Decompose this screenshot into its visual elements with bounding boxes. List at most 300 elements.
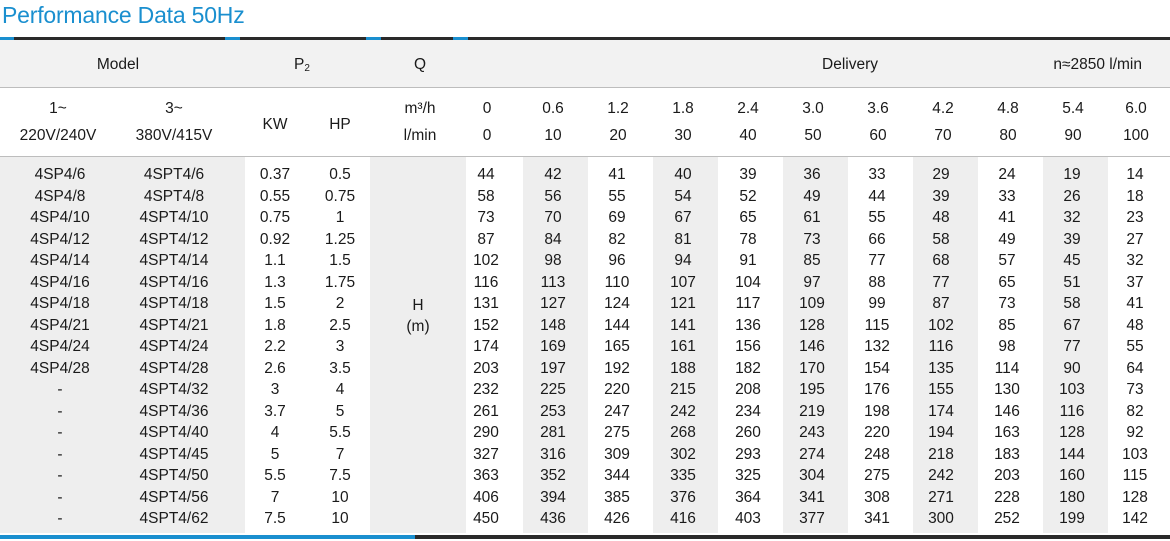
model-1ph: 4SP4/24 — [30, 338, 90, 355]
head-value: 41 — [608, 166, 626, 183]
head-value: 58 — [477, 187, 495, 205]
head-value: 67 — [1063, 316, 1081, 334]
head-value: 406 — [473, 488, 499, 506]
head-value: 33 — [998, 187, 1016, 205]
head-value: 58 — [1063, 295, 1081, 312]
head-value: 61 — [803, 209, 821, 226]
head-value: 65 — [739, 209, 757, 226]
flow-lmin-4: 40 — [739, 127, 757, 144]
power-hp: 0.5 — [329, 166, 351, 183]
single-phase-bottom: 220V/240V — [19, 127, 97, 144]
power-kw: 2.2 — [264, 338, 286, 355]
head-value: 115 — [864, 316, 890, 334]
power-hp: 4 — [335, 381, 345, 398]
flow-lmin-1: 10 — [544, 127, 562, 144]
head-value: 82 — [608, 230, 626, 248]
head-value: 49 — [998, 230, 1016, 248]
head-value: 91 — [739, 252, 757, 269]
model-3ph: 4SPT4/24 — [139, 338, 209, 355]
head-value: 14 — [1126, 166, 1144, 183]
head-value: 160 — [1059, 467, 1085, 484]
header-model: Model — [96, 56, 140, 73]
head-value: 87 — [932, 295, 950, 312]
head-value: 116 — [473, 273, 499, 291]
head-value: 103 — [1122, 445, 1148, 463]
head-value: 220 — [604, 381, 630, 398]
head-value: 96 — [608, 252, 626, 269]
head-value: 364 — [735, 488, 761, 506]
head-value: 87 — [477, 230, 495, 248]
flow-lmin-9: 90 — [1064, 127, 1082, 144]
model-1ph: - — [57, 510, 63, 527]
head-value: 26 — [1063, 187, 1081, 205]
head-value: 163 — [994, 424, 1020, 441]
head-value: 302 — [670, 445, 696, 463]
header-speed: n≈2850 l/min — [1053, 56, 1142, 73]
head-value: 316 — [540, 445, 566, 463]
head-value: 156 — [735, 338, 761, 355]
head-value: 228 — [994, 488, 1020, 506]
flow-m3h-5: 3.0 — [802, 100, 824, 117]
header-band — [0, 40, 1170, 87]
head-value: 58 — [932, 230, 950, 248]
head-value: 135 — [928, 359, 954, 377]
power-kw: 1.3 — [264, 273, 286, 291]
head-value: 169 — [540, 338, 566, 355]
power-hp: 2.5 — [329, 316, 351, 334]
power-hp: 3.5 — [329, 359, 351, 377]
head-value: 130 — [994, 381, 1020, 398]
head-value: 52 — [739, 187, 757, 205]
head-value: 271 — [928, 488, 954, 506]
model-3ph: 4SPT4/36 — [139, 402, 209, 420]
head-value: 195 — [799, 381, 825, 398]
head-value: 152 — [473, 316, 499, 334]
model-1ph: - — [57, 488, 63, 506]
power-kw: 1.8 — [264, 316, 286, 334]
head-value: 450 — [473, 510, 499, 527]
head-value: 81 — [674, 230, 692, 248]
head-value: 55 — [1126, 338, 1144, 355]
unit-lmin: l/min — [403, 127, 437, 144]
flow-m3h-6: 3.6 — [867, 100, 889, 117]
head-value: 281 — [540, 424, 566, 441]
head-value: 247 — [604, 402, 630, 420]
model-1ph: - — [57, 402, 63, 420]
model-1ph: 4SP4/18 — [30, 295, 90, 312]
head-value: 188 — [670, 359, 696, 377]
head-value: 77 — [932, 273, 950, 291]
head-value: 116 — [928, 338, 954, 355]
head-value: 426 — [604, 510, 630, 527]
head-value: 85 — [998, 316, 1016, 334]
head-value: 57 — [998, 252, 1016, 269]
power-kw: 0.37 — [259, 166, 291, 183]
flow-lmin-2: 20 — [609, 127, 627, 144]
head-value: 165 — [604, 338, 630, 355]
head-value: 39 — [739, 166, 757, 183]
head-value: 128 — [799, 316, 825, 334]
head-value: 44 — [477, 166, 495, 183]
head-value: 416 — [670, 510, 696, 527]
head-value: 88 — [868, 273, 886, 291]
head-value: 192 — [604, 359, 630, 377]
head-value: 403 — [735, 510, 761, 527]
head-value: 182 — [735, 359, 761, 377]
model-3ph: 4SPT4/32 — [139, 381, 209, 398]
head-value: 94 — [674, 252, 692, 269]
power-hp: 5 — [335, 402, 345, 420]
head-value: 176 — [864, 381, 890, 398]
head-value: 325 — [735, 467, 761, 484]
head-value: 394 — [540, 488, 566, 506]
flow-m3h-1: 0.6 — [542, 100, 564, 117]
head-value: 103 — [1059, 381, 1085, 398]
head-value: 97 — [803, 273, 821, 291]
head-value: 248 — [864, 445, 890, 463]
head-value: 199 — [1059, 510, 1085, 527]
head-value: 274 — [799, 445, 825, 463]
head-value: 136 — [735, 316, 761, 334]
power-hp: 0.75 — [324, 187, 356, 205]
power-hp: 1.5 — [329, 252, 351, 269]
head-value: 218 — [928, 445, 954, 463]
model-1ph: 4SP4/6 — [34, 166, 86, 183]
flow-m3h-7: 4.2 — [932, 100, 954, 117]
head-value: 161 — [670, 338, 696, 355]
head-value: 77 — [1063, 338, 1081, 355]
head-value: 73 — [477, 209, 495, 226]
power-kw: 0.55 — [259, 187, 291, 205]
head-value: 98 — [544, 252, 562, 269]
head-value: 102 — [928, 316, 954, 334]
head-value: 309 — [604, 445, 630, 463]
model-3ph: 4SPT4/12 — [139, 230, 209, 248]
model-3ph: 4SPT4/56 — [139, 488, 209, 506]
flow-lmin-8: 80 — [999, 127, 1017, 144]
head-value: 208 — [735, 381, 761, 398]
head-value: 341 — [864, 510, 890, 527]
head-value: 385 — [604, 488, 630, 506]
head-value: 41 — [1126, 295, 1144, 312]
head-value: 104 — [735, 273, 761, 291]
head-value: 146 — [799, 338, 825, 355]
head-value: 54 — [674, 187, 692, 205]
flow-m3h-2: 1.2 — [607, 100, 629, 117]
header-p2-sub: 2 — [304, 63, 310, 74]
head-value: 23 — [1126, 209, 1144, 226]
head-value: 174 — [928, 402, 954, 420]
head-value: 275 — [604, 424, 630, 441]
head-value: 109 — [799, 295, 825, 312]
three-phase-top: 3~ — [165, 100, 183, 117]
head-value: 268 — [670, 424, 696, 441]
head-value: 335 — [670, 467, 696, 484]
head-value: 141 — [670, 316, 696, 334]
flow-m3h-10: 6.0 — [1125, 100, 1147, 117]
model-1ph: 4SP4/10 — [30, 209, 90, 226]
power-kw: 7.5 — [264, 510, 286, 527]
head-value: 37 — [1126, 273, 1144, 291]
power-kw: 3.7 — [264, 402, 286, 420]
model-3ph: 4SPT4/14 — [139, 252, 209, 269]
head-value: 377 — [799, 510, 825, 527]
head-value: 146 — [994, 402, 1020, 420]
head-value: 48 — [932, 209, 950, 226]
model-3ph: 4SPT4/28 — [139, 359, 209, 377]
shade-q — [370, 157, 466, 533]
head-value: 131 — [473, 295, 499, 312]
head-value: 252 — [994, 510, 1020, 527]
head-value: 55 — [608, 187, 626, 205]
head-value: 32 — [1126, 252, 1144, 269]
head-value: 42 — [544, 166, 562, 183]
head-value: 260 — [735, 424, 761, 441]
head-value: 327 — [473, 445, 499, 463]
head-value: 51 — [1063, 273, 1081, 291]
head-value: 55 — [868, 209, 886, 226]
head-value: 69 — [608, 209, 626, 226]
head-value: 341 — [799, 488, 825, 506]
head-value: 203 — [994, 467, 1020, 484]
single-phase-top: 1~ — [49, 100, 67, 117]
head-value: 308 — [864, 488, 890, 506]
head-value: 232 — [473, 381, 499, 398]
header-delivery: Delivery — [822, 56, 878, 73]
power-hp: 10 — [331, 488, 349, 506]
head-value: 77 — [868, 252, 886, 269]
head-value: 39 — [1063, 230, 1081, 248]
head-value: 155 — [928, 381, 954, 398]
model-3ph: 4SPT4/45 — [139, 445, 209, 463]
three-phase-bottom: 380V/415V — [135, 127, 213, 144]
head-value: 78 — [739, 230, 757, 248]
head-value: 128 — [1122, 488, 1148, 506]
head-value: 253 — [540, 402, 566, 420]
head-value: 73 — [1126, 381, 1144, 398]
model-1ph: 4SP4/8 — [34, 187, 86, 205]
head-value: 49 — [803, 187, 821, 205]
head-value: 154 — [864, 359, 890, 377]
model-3ph: 4SPT4/18 — [139, 295, 209, 312]
head-value: 183 — [994, 445, 1020, 463]
power-kw: 1.1 — [264, 252, 286, 269]
head-value: 128 — [1059, 424, 1085, 441]
head-value: 194 — [928, 424, 954, 441]
head-value: 290 — [473, 424, 499, 441]
head-value: 219 — [799, 402, 825, 420]
head-value: 115 — [1122, 467, 1148, 484]
head-value: 98 — [998, 338, 1016, 355]
model-3ph: 4SPT4/40 — [139, 424, 209, 441]
head-value: 436 — [540, 510, 566, 527]
accent-segment — [0, 535, 415, 539]
head-value: 243 — [799, 424, 825, 441]
power-kw: 0.92 — [259, 230, 291, 248]
head-value: 114 — [994, 359, 1020, 377]
head-value: 234 — [735, 402, 761, 420]
model-1ph: 4SP4/21 — [30, 316, 90, 334]
head-value: 117 — [735, 295, 761, 312]
head-value: 92 — [1126, 424, 1144, 441]
flow-m3h-8: 4.8 — [997, 100, 1019, 117]
flow-lmin-10: 100 — [1123, 127, 1149, 144]
head-value: 363 — [473, 467, 499, 484]
head-value: 110 — [604, 273, 630, 291]
head-value: 73 — [998, 295, 1016, 312]
model-3ph: 4SPT4/21 — [139, 316, 209, 334]
head-value: 180 — [1059, 488, 1085, 506]
head-value: 44 — [868, 187, 886, 205]
head-value: 67 — [674, 209, 692, 226]
head-value: 170 — [799, 359, 825, 377]
head-value: 220 — [864, 424, 890, 441]
head-value: 18 — [1126, 187, 1144, 205]
head-value: 124 — [604, 295, 630, 312]
power-kw: 0.75 — [259, 209, 291, 226]
power-kw: 7 — [270, 488, 280, 506]
head-value: 215 — [670, 381, 696, 398]
head-value: 29 — [932, 166, 950, 183]
flow-lmin-5: 50 — [804, 127, 822, 144]
head-value: 84 — [544, 230, 562, 248]
model-1ph: 4SP4/28 — [30, 359, 90, 377]
model-3ph: 4SPT4/8 — [143, 187, 205, 205]
head-value: 242 — [670, 402, 696, 420]
head-value: 242 — [928, 467, 954, 484]
head-value: 144 — [1059, 445, 1085, 463]
head-value: 261 — [473, 402, 499, 420]
flow-lmin-7: 70 — [934, 127, 952, 144]
power-hp: 2 — [335, 295, 345, 312]
head-value: 148 — [540, 316, 566, 334]
model-1ph: - — [57, 467, 63, 484]
power-kw: 3 — [270, 381, 280, 398]
head-value: 344 — [604, 467, 630, 484]
power-hp: 7.5 — [329, 467, 351, 484]
flow-m3h-3: 1.8 — [672, 100, 694, 117]
head-value: 48 — [1126, 316, 1144, 334]
power-kw: 4 — [270, 424, 280, 441]
head-value: 24 — [998, 166, 1016, 183]
head-value: 40 — [674, 166, 692, 183]
h-label-bottom: (m) — [406, 318, 430, 335]
model-1ph: 4SP4/16 — [30, 273, 90, 291]
model-1ph: - — [57, 381, 63, 398]
page-title: Performance Data 50Hz — [2, 2, 245, 28]
head-value: 99 — [868, 295, 886, 312]
model-3ph: 4SPT4/62 — [139, 510, 209, 527]
head-value: 304 — [799, 467, 825, 484]
header-kw: KW — [262, 116, 288, 133]
head-value: 102 — [473, 252, 499, 269]
bottom-rule — [0, 535, 1170, 539]
flow-m3h-0: 0 — [482, 100, 492, 117]
flow-lmin-3: 30 — [674, 127, 692, 144]
power-kw: 2.6 — [264, 359, 286, 377]
head-value: 107 — [670, 273, 696, 291]
head-value: 121 — [670, 295, 696, 312]
head-value: 293 — [735, 445, 761, 463]
head-value: 39 — [932, 187, 950, 205]
head-value: 300 — [928, 510, 954, 527]
power-kw: 5 — [270, 445, 280, 463]
model-3ph: 4SPT4/10 — [139, 209, 209, 226]
head-value: 19 — [1063, 166, 1081, 183]
head-value: 142 — [1122, 510, 1148, 527]
head-value: 45 — [1063, 252, 1081, 269]
head-value: 197 — [540, 359, 566, 377]
flow-m3h-4: 2.4 — [737, 100, 759, 117]
head-value: 376 — [670, 488, 696, 506]
power-hp: 1.25 — [324, 230, 356, 248]
header-divider — [0, 87, 1170, 88]
head-value: 90 — [1063, 359, 1081, 377]
head-value: 275 — [864, 467, 890, 484]
model-1ph: - — [57, 445, 63, 463]
model-1ph: 4SP4/14 — [30, 252, 90, 269]
head-value: 225 — [540, 381, 566, 398]
power-hp: 7 — [335, 445, 345, 463]
flow-m3h-9: 5.4 — [1062, 100, 1084, 117]
head-value: 174 — [473, 338, 499, 355]
head-value: 198 — [864, 402, 890, 420]
head-value: 82 — [1126, 402, 1144, 420]
header-p2-main: P — [294, 56, 305, 73]
flow-lmin-0: 0 — [482, 127, 492, 144]
head-value: 127 — [540, 295, 566, 312]
head-value: 70 — [544, 209, 562, 226]
head-value: 85 — [803, 252, 821, 269]
head-value: 132 — [864, 338, 890, 355]
head-value: 56 — [544, 187, 562, 205]
model-1ph: 4SP4/12 — [30, 230, 90, 248]
head-value: 33 — [868, 166, 886, 183]
head-value: 66 — [868, 230, 886, 248]
head-value: 144 — [604, 316, 630, 334]
model-3ph: 4SPT4/16 — [139, 273, 209, 291]
head-value: 203 — [473, 359, 499, 377]
head-value: 73 — [803, 230, 821, 248]
unit-m3h: m³/h — [404, 100, 436, 117]
power-hp: 1 — [335, 209, 345, 226]
power-hp: 3 — [335, 338, 345, 355]
head-value: 64 — [1126, 359, 1144, 377]
head-value: 116 — [1059, 402, 1085, 420]
head-value: 32 — [1063, 209, 1081, 226]
header-q: Q — [413, 56, 427, 73]
flow-lmin-6: 60 — [869, 127, 887, 144]
header-hp: HP — [329, 116, 351, 133]
model-3ph: 4SPT4/50 — [139, 467, 209, 484]
head-value: 65 — [998, 273, 1016, 291]
head-value: 41 — [998, 209, 1016, 226]
power-kw: 1.5 — [264, 295, 286, 312]
head-value: 113 — [540, 273, 566, 291]
h-label-top: H — [412, 297, 424, 314]
head-value: 27 — [1126, 230, 1144, 248]
power-hp: 5.5 — [329, 424, 351, 441]
header-p2 — [294, 56, 310, 76]
head-value: 68 — [932, 252, 950, 269]
head-value: 352 — [540, 467, 566, 484]
model-3ph: 4SPT4/6 — [143, 166, 205, 183]
head-value: 36 — [803, 166, 821, 183]
model-1ph: - — [57, 424, 63, 441]
power-hp: 10 — [331, 510, 349, 527]
power-kw: 5.5 — [264, 467, 286, 484]
power-hp: 1.75 — [324, 273, 356, 291]
